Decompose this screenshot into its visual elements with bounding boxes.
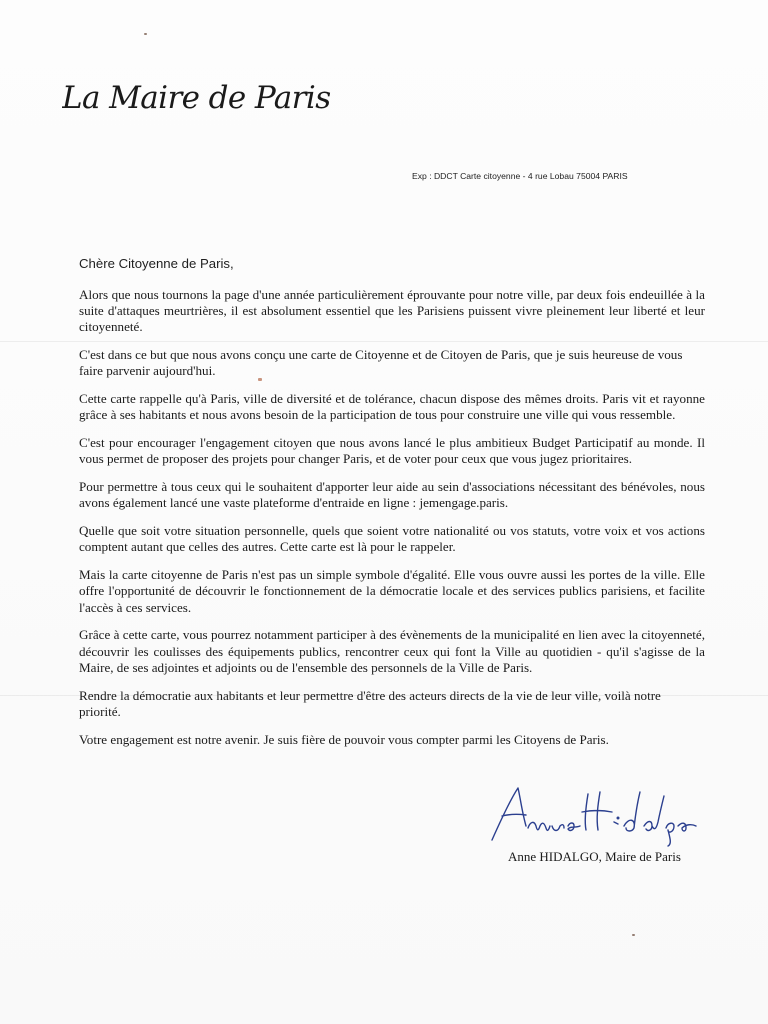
letterhead-logo — [62, 70, 362, 122]
sender-address: Exp : DDCT Carte citoyenne - 4 rue Lobau 75004 PARIS — [412, 171, 628, 181]
paper-speck — [258, 378, 262, 381]
paragraph: Pour permettre à tous ceux qui le souhaitent d'apporter leur aide au sein d'associations nécessitant des bénévoles, nous avons également lancé une vaste plateforme d'entraide en ligne : jemengage.paris. — [79, 479, 705, 511]
paper-speck — [144, 33, 147, 35]
signer-name: Anne HIDALGO, Maire de Paris — [508, 849, 681, 864]
paragraph: Grâce à cette carte, vous pourrez notamment participer à des évènements de la municipalité en lien avec la citoyenneté, découvrir les coulisses des équipements publics, rencontrer ceux qui font la Ville au quotidien - qu'il s'agisse de la Maire, de ses adjointes et adjoints ou de l'ensemble des personnels de la Ville de Paris. — [79, 627, 705, 675]
letter-body — [79, 287, 705, 759]
paragraph: C'est dans ce but que nous avons conçu une carte de Citoyenne et de Citoyen de Paris, que je suis heureuse de vous faire parvenir aujourd'hui. — [79, 347, 683, 379]
salutation: Chère Citoyenne de Paris, — [79, 256, 234, 271]
paragraph: Cette carte rappelle qu'à Paris, ville de diversité et de tolérance, chacun dispose des mêmes droits. Paris vit et rayonne grâce à ses habitants et nous avons besoin de la participation de tous pour construire une ville qui vous ressemble. — [79, 391, 705, 423]
paragraph: Mais la carte citoyenne de Paris n'est pas un simple symbole d'égalité. Elle vous ouvre aussi les portes de la ville. Elle offre l'opportunité de découvrir le fonctionnement de la démocratie locale et des services publics parisiens, et facilite l'accès à ces services. — [79, 567, 705, 615]
letterhead-text: La Maire de Paris — [62, 80, 331, 116]
paragraph: C'est pour encourager l'engagement citoyen que nous avons lancé le plus ambitieux Budget Participatif au monde. Il vous permet de proposer des projets pour changer Paris, et de voter pour ceux que vous jugez prioritaires. — [79, 435, 705, 467]
handwritten-signature — [488, 782, 706, 848]
paragraph: Alors que nous tournons la page d'une année particulièrement éprouvante pour notre ville, par deux fois endeuillée à la suite d'attaques meurtrières, il est absolument essentiel que les Parisiens puissent vivre pleinement leur liberté et leur citoyenneté. — [79, 287, 705, 335]
paragraph: Rendre la démocratie aux habitants et leur permettre d'être des acteurs directs de la vie de leur ville, voilà notre priorité. — [79, 687, 661, 719]
paper-speck — [632, 934, 635, 936]
paragraph: Quelle que soit votre situation personnelle, quels que soient votre nationalité ou vos statuts, votre voix et vos actions comptent autant que celles des autres. Cette carte est là pour le rappeler. — [79, 523, 705, 555]
paragraph: Votre engagement est notre avenir. Je suis fière de pouvoir vous compter parmi les Citoyens de Paris. — [79, 731, 609, 747]
